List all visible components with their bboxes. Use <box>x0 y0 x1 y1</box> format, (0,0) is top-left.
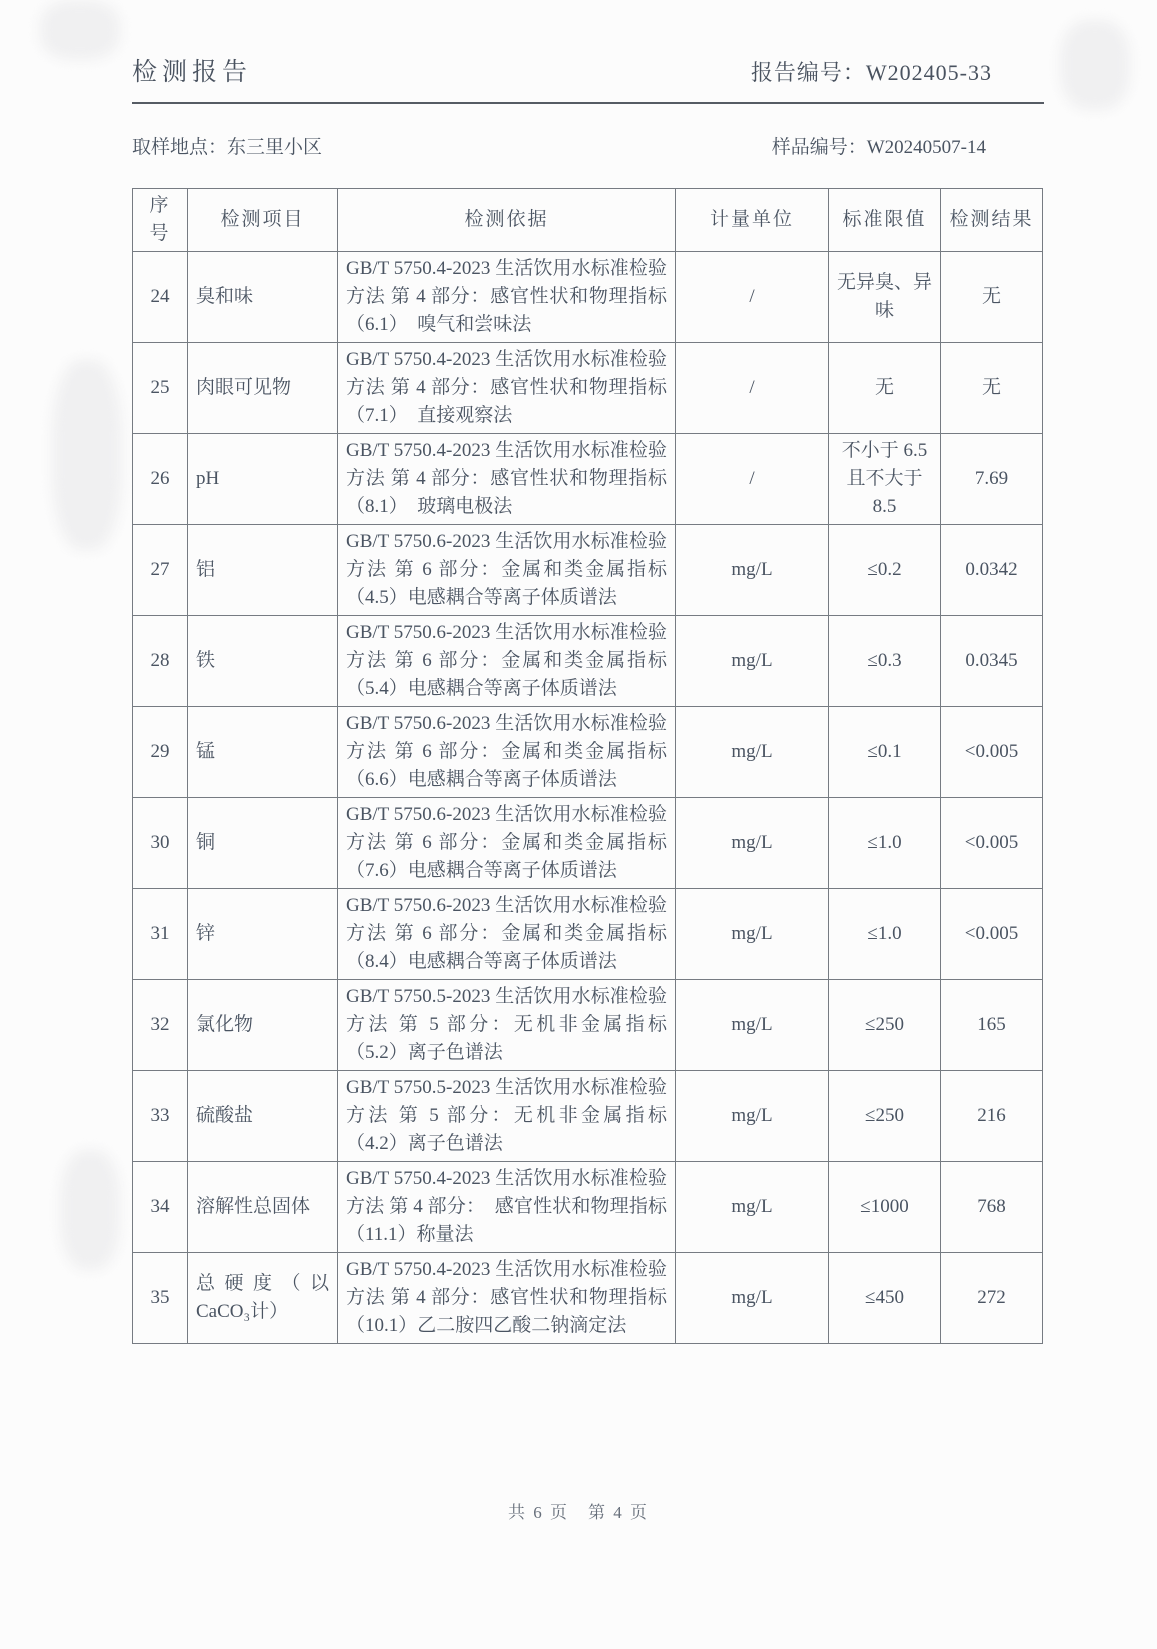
test-method: GB/T 5750.6-2023 生活饮用水标准检验方法 第 6 部分：金属和类金属指标（7.6）电感耦合等离子体质谱法 <box>338 798 676 889</box>
unit: mg/L <box>676 525 829 616</box>
scan-artifact <box>60 1150 120 1270</box>
test-method: GB/T 5750.5-2023 生活饮用水标准检验方法 第 5 部分：无机非金属指标（5.2）离子色谱法 <box>338 980 676 1071</box>
test-result: 无 <box>941 343 1043 434</box>
standard-limit: ≤1.0 <box>829 798 941 889</box>
table-row <box>133 889 1043 980</box>
test-method: GB/T 5750.4-2023 生活饮用水标准检验方法 第 4 部分： 感官性状和物理指标（11.1）称量法 <box>338 1162 676 1253</box>
table-row <box>133 1253 1043 1344</box>
test-method: GB/T 5750.6-2023 生活饮用水标准检验方法 第 6 部分：金属和类金属指标（6.6）电感耦合等离子体质谱法 <box>338 707 676 798</box>
row-index: 31 <box>133 889 188 980</box>
test-result: 216 <box>941 1071 1043 1162</box>
page-footer: 共 6 页 第 4 页 <box>508 1503 649 1522</box>
test-method: GB/T 5750.5-2023 生活饮用水标准检验方法 第 5 部分：无机非金属指标（4.2）离子色谱法 <box>338 1071 676 1162</box>
row-index: 29 <box>133 707 188 798</box>
row-index: 30 <box>133 798 188 889</box>
table-row <box>133 525 1043 616</box>
row-index: 34 <box>133 1162 188 1253</box>
table-row <box>133 707 1043 798</box>
col-header-item: 检测项目 <box>188 189 338 252</box>
test-method: GB/T 5750.4-2023 生活饮用水标准检验方法 第 4 部分：感官性状和物理指标（7.1） 直接观察法 <box>338 343 676 434</box>
unit: mg/L <box>676 707 829 798</box>
table-row <box>133 434 1043 525</box>
row-index: 33 <box>133 1071 188 1162</box>
test-item: 溶解性总固体 <box>188 1162 338 1253</box>
row-index: 35 <box>133 1253 188 1344</box>
table-row <box>133 1071 1043 1162</box>
report-number-label: 报告编号： <box>750 60 866 85</box>
scan-artifact <box>40 0 120 60</box>
test-result: 768 <box>941 1162 1043 1253</box>
table-row <box>133 1162 1043 1253</box>
standard-limit: ≤450 <box>829 1253 941 1344</box>
unit: / <box>676 343 829 434</box>
test-item: 铜 <box>188 798 338 889</box>
test-item: pH <box>188 434 338 525</box>
col-header-limit: 标准限值 <box>829 189 941 252</box>
table-row <box>133 980 1043 1071</box>
sample-meta <box>132 132 1044 159</box>
test-item: 锌 <box>188 889 338 980</box>
test-result: <0.005 <box>941 798 1043 889</box>
test-result: 0.0342 <box>941 525 1043 616</box>
unit: mg/L <box>676 980 829 1071</box>
test-item: 硫酸盐 <box>188 1071 338 1162</box>
unit: mg/L <box>676 616 829 707</box>
standard-limit: ≤250 <box>829 980 941 1071</box>
test-result: 165 <box>941 980 1043 1071</box>
table-header-row <box>133 189 1043 252</box>
col-header-unit: 计量单位 <box>676 189 829 252</box>
sample-number <box>772 132 986 159</box>
test-method: GB/T 5750.6-2023 生活饮用水标准检验方法 第 6 部分：金属和类金属指标（8.4）电感耦合等离子体质谱法 <box>338 889 676 980</box>
unit: mg/L <box>676 1253 829 1344</box>
test-item: 氯化物 <box>188 980 338 1071</box>
row-index: 25 <box>133 343 188 434</box>
test-result: 0.0345 <box>941 616 1043 707</box>
unit: / <box>676 252 829 343</box>
standard-limit: ≤1.0 <box>829 889 941 980</box>
table-row <box>133 343 1043 434</box>
unit: mg/L <box>676 1071 829 1162</box>
test-item: 铁 <box>188 616 338 707</box>
report-number <box>751 56 992 87</box>
test-item: 铝 <box>188 525 338 616</box>
test-result: 7.69 <box>941 434 1043 525</box>
test-method: GB/T 5750.4-2023 生活饮用水标准检验方法 第 4 部分：感官性状和物理指标（8.1） 玻璃电极法 <box>338 434 676 525</box>
sample-number-value: W20240507-14 <box>866 137 986 158</box>
table-row <box>133 252 1043 343</box>
col-header-result: 检测结果 <box>941 189 1043 252</box>
standard-limit: 不小于 6.5 且不大于 8.5 <box>829 434 941 525</box>
test-result: <0.005 <box>941 889 1043 980</box>
test-method: GB/T 5750.6-2023 生活饮用水标准检验方法 第 6 部分：金属和类金属指标（5.4）电感耦合等离子体质谱法 <box>338 616 676 707</box>
test-method: GB/T 5750.6-2023 生活饮用水标准检验方法 第 6 部分：金属和类金属指标（4.5）电感耦合等离子体质谱法 <box>338 525 676 616</box>
report-header <box>132 52 1044 88</box>
standard-limit: ≤0.3 <box>829 616 941 707</box>
row-index: 24 <box>133 252 188 343</box>
sample-number-label: 样品编号： <box>771 137 867 158</box>
test-result: 无 <box>941 252 1043 343</box>
sampling-location <box>132 132 322 159</box>
standard-limit: ≤0.1 <box>829 707 941 798</box>
test-item: 臭和味 <box>188 252 338 343</box>
standard-limit: 无异臭、异味 <box>829 252 941 343</box>
unit: / <box>676 434 829 525</box>
test-result: <0.005 <box>941 707 1043 798</box>
test-item: 锰 <box>188 707 338 798</box>
row-index: 27 <box>133 525 188 616</box>
col-header-index: 序号 <box>133 189 188 252</box>
table-row <box>133 616 1043 707</box>
row-index: 28 <box>133 616 188 707</box>
row-index: 26 <box>133 434 188 525</box>
page-title: 检测报告 <box>132 59 253 86</box>
unit: mg/L <box>676 889 829 980</box>
unit: mg/L <box>676 798 829 889</box>
test-result: 272 <box>941 1253 1043 1344</box>
sampling-location-label: 取样地点： <box>132 137 228 158</box>
test-results-table <box>132 188 1043 1344</box>
test-method: GB/T 5750.4-2023 生活饮用水标准检验方法 第 4 部分：感官性状和物理指标（6.1） 嗅气和尝味法 <box>338 252 676 343</box>
standard-limit: ≤1000 <box>829 1162 941 1253</box>
row-index: 32 <box>133 980 188 1071</box>
standard-limit: ≤0.2 <box>829 525 941 616</box>
unit: mg/L <box>676 1162 829 1253</box>
col-header-method: 检测依据 <box>338 189 676 252</box>
sampling-location-value: 东三里小区 <box>227 137 323 158</box>
header-divider <box>132 102 1044 104</box>
test-item: 总硬度（以CaCO₃计） <box>188 1253 338 1344</box>
test-item: 肉眼可见物 <box>188 343 338 434</box>
test-method: GB/T 5750.4-2023 生活饮用水标准检验方法 第 4 部分：感官性状和物理指标 （10.1）乙二胺四乙酸二钠滴定法 <box>338 1253 676 1344</box>
table-row <box>133 798 1043 889</box>
standard-limit: ≤250 <box>829 1071 941 1162</box>
report-number-value: W202405-33 <box>865 60 992 85</box>
scan-artifact <box>1060 20 1130 110</box>
standard-limit: 无 <box>829 343 941 434</box>
scan-artifact <box>52 360 122 550</box>
